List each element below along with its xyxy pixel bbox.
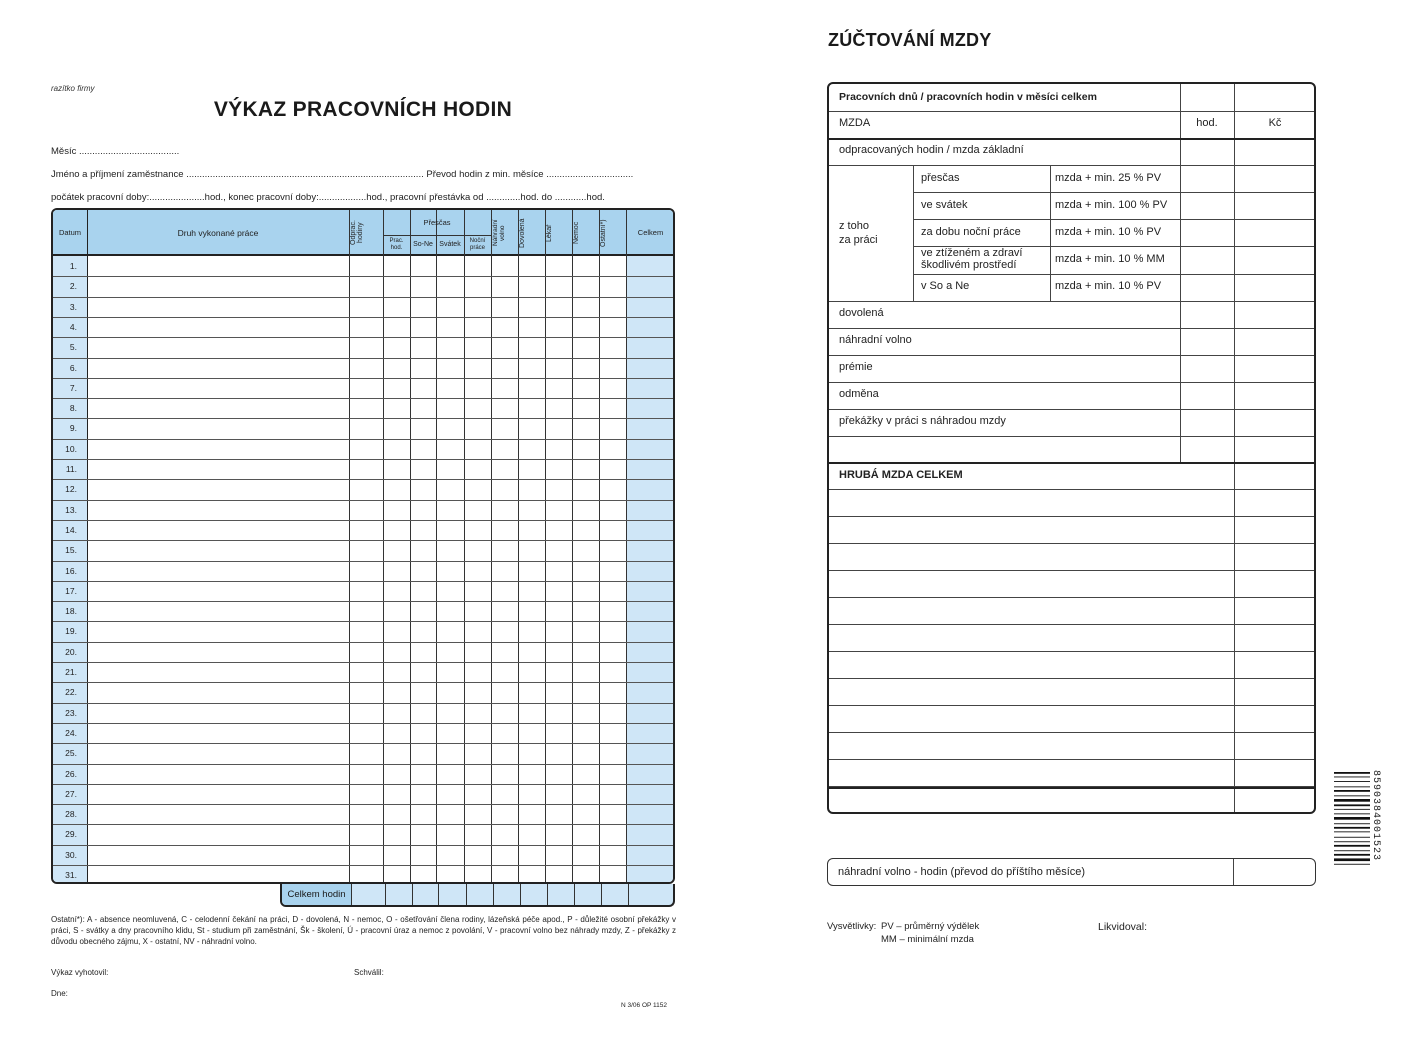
overtime-label: přesčas <box>921 172 960 184</box>
for-work-label: za práci <box>839 234 878 246</box>
header-sickness: Nemoc <box>573 221 580 245</box>
gross-wage-label: HRUBÁ MZDA CELKEM <box>839 469 963 481</box>
time-off-label: náhradní volno <box>839 334 912 346</box>
day-label: 1. <box>69 261 77 271</box>
work-time-field[interactable]: počátek pracovní doby:.....................hod., konec pracovní doby:..................hod., pracovní přestávka od .............hod. do ............hod. <box>51 192 605 203</box>
day-label: 5. <box>69 342 77 353</box>
day-label: 25. <box>65 748 77 759</box>
day-label: 19. <box>65 626 77 637</box>
reward-label: odměna <box>839 388 879 400</box>
company-stamp-label: razítko firmy <box>51 84 95 93</box>
day-label: 23. <box>65 707 77 718</box>
explanation-pv: PV – průměrný výdělek <box>881 921 980 932</box>
date-label: Dne: <box>51 989 68 998</box>
day-label: 14. <box>65 524 77 535</box>
prepared-by-label: Výkaz vyhotovil: <box>51 968 109 977</box>
form-code: N 3/06 OP 1152 <box>621 1002 668 1009</box>
weekend-label: v So a Ne <box>921 280 970 292</box>
obstacles-label: překážky v práci s náhradou mzdy <box>839 415 1006 427</box>
day-label: 13. <box>65 504 77 515</box>
of-which-label: z toho <box>839 220 869 232</box>
time-off-transfer-label: náhradní volno - hodin (převod do příštího měsíce) <box>838 866 1086 878</box>
timesheet-table <box>51 208 675 884</box>
day-label: 21. <box>65 667 77 677</box>
working-days-label: Pracovních dnů / pracovních hodin v měsíci celkem <box>839 91 1097 103</box>
payroll-title: ZÚČTOVÁNÍ MZDY <box>828 30 992 50</box>
header-time-off: Náhradní volno <box>492 219 506 247</box>
month-field[interactable]: Měsíc ...................................... <box>51 146 180 157</box>
employee-name-field[interactable]: Jméno a příjmení zaměstnance .......................................................................................... Převod hodin z min. měsíce ................................. <box>51 169 634 180</box>
overtime-rate: mzda + min. 25 % PV <box>1055 172 1162 184</box>
day-label: 29. <box>65 829 77 840</box>
vacation-label: dovolená <box>839 307 884 319</box>
header-datum: Datum <box>58 228 82 237</box>
day-label: 3. <box>69 301 77 312</box>
hazard-label: ve ztíženém a zdraví <box>921 247 1023 259</box>
day-label: 27. <box>65 788 77 799</box>
day-label: 24. <box>65 727 77 738</box>
day-label: 31. <box>65 870 77 880</box>
night-work-label: za dobu noční práce <box>921 226 1021 238</box>
hazard-label-2: škodlivém prostředí <box>921 259 1017 271</box>
day-label: 6. <box>69 362 77 373</box>
header-worked-hours: Odprac. hodiny <box>350 220 364 246</box>
night-work-rate: mzda + min. 10 % PV <box>1055 226 1162 238</box>
day-label: 18. <box>65 606 77 617</box>
day-label: 17. <box>65 585 77 596</box>
day-label: 9. <box>69 423 77 434</box>
hazard-rate: mzda + min. 10 % MM <box>1055 253 1165 265</box>
header-total: Celkem <box>637 228 664 237</box>
legend-note: Ostatní*): A - absence neomluvená, C - celodenní čekání na práci, D - dovolená, N - nemoc, O - ošetřování člena rodiny, lázeňská péče apod., P - důležité osobní překážky v práci, S - svátky a dny pracovního klidu, St - studium při zaměstnání, Šk - školení, Ú - pracovní úraz a nemoc z povolání, V - pracovní volno bez náhrady mzdy, Z - překážky z důvodu obecného zájmu, X - ostatní, NV - náhradní volno. <box>51 915 676 946</box>
barcode-icon <box>1334 770 1374 884</box>
total-hours-label: Celkem hodin <box>282 884 351 905</box>
header-overtime-night: Noční práce <box>469 238 486 251</box>
day-label: 12. <box>65 484 77 495</box>
czk-column-label: Kč <box>1268 117 1282 129</box>
day-label: 7. <box>69 382 77 393</box>
day-label: 15. <box>65 545 77 556</box>
approved-by-label: Schválil: <box>354 968 384 977</box>
hours-column-label: hod. <box>1196 117 1218 129</box>
weekend-rate: mzda + min. 10 % PV <box>1055 280 1162 292</box>
day-label: 10. <box>65 443 77 454</box>
header-overtime-holiday: Svátek <box>439 241 461 248</box>
header-work-type: Druh vykonané práce <box>177 228 259 238</box>
explanations-label: Vysvětlivky: <box>827 921 877 932</box>
day-label: 22. <box>65 687 77 698</box>
day-label: 8. <box>69 403 77 414</box>
day-label: 11. <box>65 464 77 474</box>
day-label: 20. <box>65 646 77 657</box>
day-label: 30. <box>65 849 77 860</box>
payroll-table <box>827 82 1316 814</box>
bonus-label: prémie <box>839 361 873 373</box>
day-label: 2. <box>69 281 77 292</box>
holiday-rate: mzda + min. 100 % PV <box>1055 199 1168 211</box>
header-other: Ostatní*) <box>600 219 607 247</box>
header-overtime-weekend: So-Ne <box>413 241 433 248</box>
time-off-transfer-row <box>827 858 1316 886</box>
day-label: 26. <box>65 768 77 779</box>
timesheet-title: VÝKAZ PRACOVNÍCH HODIN <box>213 98 513 121</box>
header-vacation: Dovolená <box>519 218 526 248</box>
barcode-number: 8590384001523 <box>1370 770 1381 862</box>
wage-label: MZDA <box>839 117 871 129</box>
holiday-label: ve svátek <box>921 199 968 211</box>
liquidated-by-label: Likvidoval: <box>1098 921 1148 933</box>
day-label: 16. <box>65 565 77 576</box>
total-hours-row <box>280 884 675 907</box>
explanation-mm: MM – minimální mzda <box>881 934 974 945</box>
worked-hours-label: odpracovaných hodin / mzda základní <box>839 144 1024 156</box>
header-doctor: Lékař <box>546 224 553 242</box>
day-label: 28. <box>65 809 77 820</box>
header-overtime: Přesčas <box>423 218 451 227</box>
day-label: 4. <box>69 321 77 332</box>
header-overtime-work-hours: Prac. hod. <box>389 238 404 251</box>
